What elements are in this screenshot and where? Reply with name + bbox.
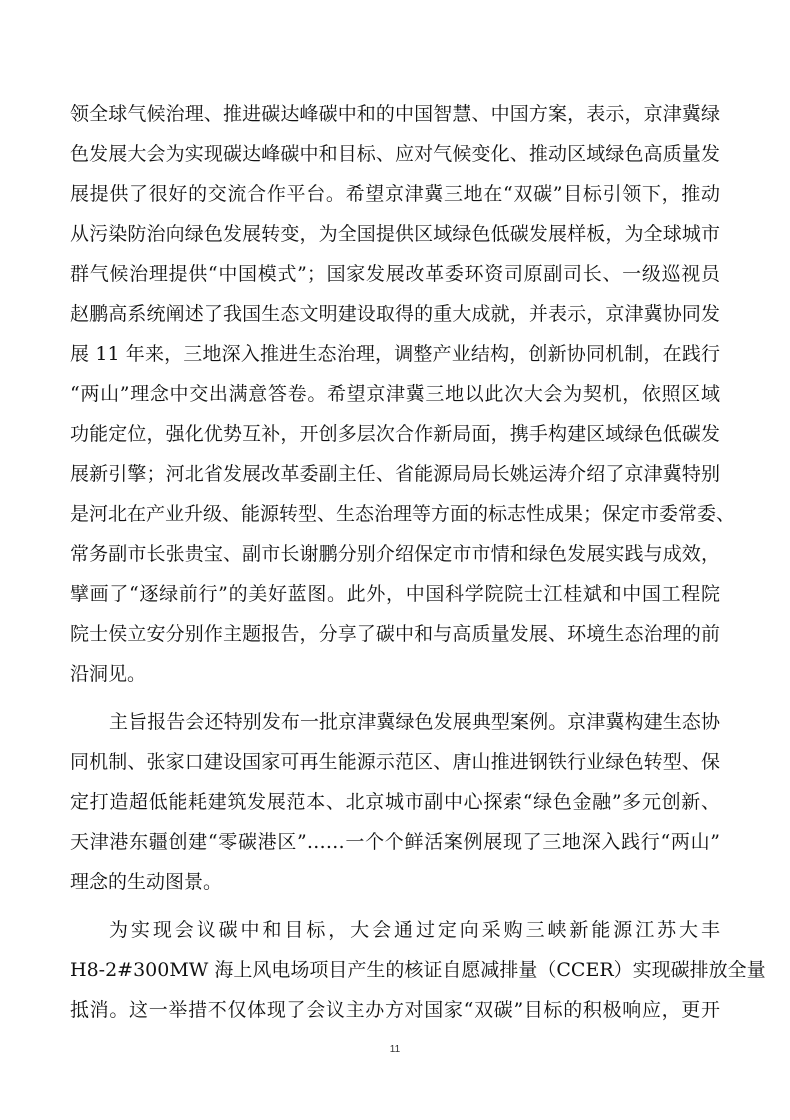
paragraph-3-line-3: 抵消。这一举措不仅体现了会议主办方对国家“双碳”目标的积极响应，更开 bbox=[70, 999, 720, 1021]
paragraph-2-line-1: 主旨报告会还特别发布一批京津冀绿色发展典型案例。京津冀构建生态协 bbox=[109, 711, 720, 733]
paragraph-1-line-6: 赵鹏高系统阐述了我国生态文明建设取得的重大成就，并表示，京津冀协同发 bbox=[70, 303, 720, 325]
paragraph-1-line-14: 院士侯立安分别作主题报告，分享了碳中和与高质量发展、环境生态治理的前 bbox=[70, 623, 720, 645]
paragraph-2-line-3: 定打造超低能耗建筑发展范本、北京城市副中心探索“绿色金融”多元创新、 bbox=[70, 791, 720, 813]
paragraph-2-line-5: 理念的生动图景。 bbox=[70, 871, 223, 893]
paragraph-1-line-2: 色发展大会为实现碳达峰碳中和目标、应对气候变化、推动区域绿色高质量发 bbox=[70, 143, 720, 165]
paragraph-1-line-8: “两山”理念中交出满意答卷。希望京津冀三地以此次大会为契机，依照区域 bbox=[70, 383, 720, 405]
paragraph-2-line-4: 天津港东疆创建“零碳港区”……一个个鲜活案例展现了三地深入践行“两山” bbox=[70, 831, 720, 853]
paragraph-1-line-9: 功能定位，强化优势互补，开创多层次合作新局面，携手构建区域绿色低碳发 bbox=[70, 423, 720, 445]
paragraph-1-line-3: 展提供了很好的交流合作平台。希望京津冀三地在“双碳”目标引领下，推动 bbox=[70, 183, 720, 205]
paragraph-2-line-2: 同机制、张家口建设国家可再生能源示范区、唐山推进钢铁行业绿色转型、保 bbox=[70, 751, 720, 773]
paragraph-1-line-13: 擘画了“逐绿前行”的美好蓝图。此外，中国科学院院士江桂斌和中国工程院 bbox=[70, 583, 720, 605]
paragraph-1-line-7: 展 11 年来，三地深入推进生态治理，调整产业结构，创新协同机制，在践行 bbox=[70, 343, 720, 365]
page-number: 11 bbox=[389, 1044, 401, 1055]
paragraph-1-line-4: 从污染防治向绿色发展转变，为全国提供区域绿色低碳发展样板，为全球城市 bbox=[70, 223, 720, 245]
paragraph-1-line-11: 是河北在产业升级、能源转型、生态治理等方面的标志性成果；保定市委常委、 bbox=[70, 503, 736, 525]
paragraph-1-line-12: 常务副市长张贵宝、副市长谢鹏分别介绍保定市市情和绿色发展实践与成效， bbox=[70, 543, 720, 565]
paragraph-1-line-10: 展新引擎；河北省发展改革委副主任、省能源局局长姚运涛介绍了京津冀特别 bbox=[70, 463, 720, 485]
paragraph-1-line-1: 领全球气候治理、推进碳达峰碳中和的中国智慧、中国方案，表示，京津冀绿 bbox=[70, 103, 720, 125]
paragraph-1-line-5: 群气候治理提供“中国模式”；国家发展改革委环资司原副司长、一级巡视员 bbox=[70, 263, 720, 285]
paragraph-1-line-15: 沿洞见。 bbox=[70, 663, 147, 685]
paragraph-3-line-2: H8-2#300MW 海上风电场项目产生的核证自愿减排量（CCER）实现碳排放全量 bbox=[70, 959, 766, 981]
paragraph-3-line-1: 为实现会议碳中和目标，大会通过定向采购三峡新能源江苏大丰 bbox=[109, 919, 720, 941]
